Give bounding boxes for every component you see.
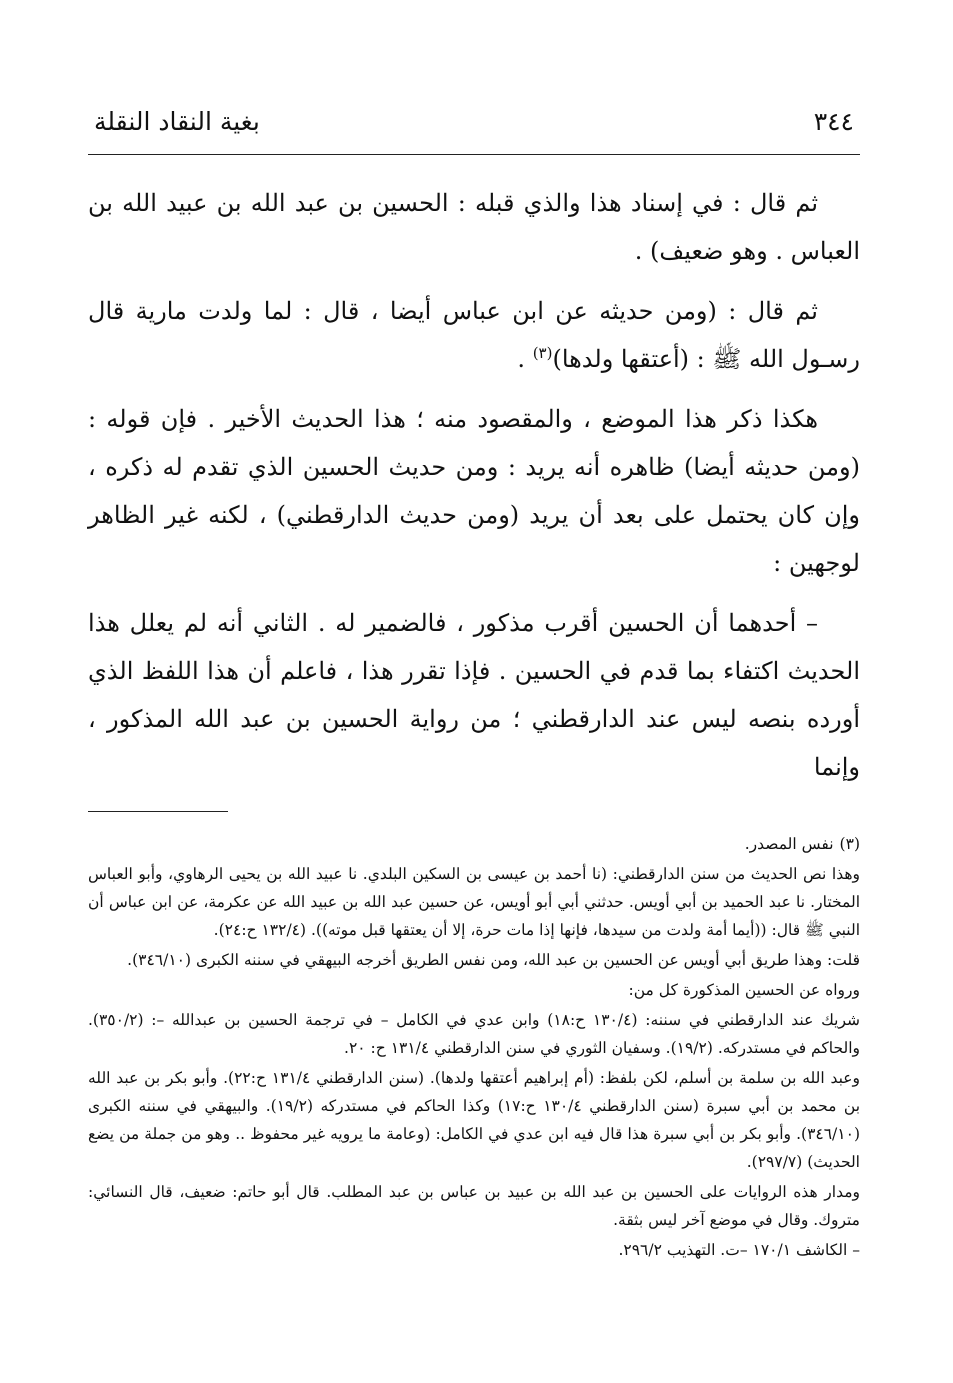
footnote-line-4: شريك عند الدارقطني في سننه: (١٣٠/٤ ح:١٨) وابن عدي في الكامل – في ترجمة الحسين بن عبدالله –: (٣٥٠/٢). والحاكم في مستدركه. (١٩/٢). وسفيان الثوري في سنن الدارقطني ١٣١/٤ ح: ٢٠. [88, 1011, 861, 1057]
paragraph-2 [88, 287, 860, 383]
paragraph-2-text: ثم قال : (ومن حديثه عن ابن عباس أيضا ، قال : لما ولدت مارية قال رسـول الله ﷺ : (أعتقها ولدها) [88, 297, 860, 373]
main-text [88, 179, 860, 791]
footnote-3-title-text: نفس المصدر. [744, 835, 834, 853]
footnote-line-1: وهذا نص الحديث من سنن الدارقطني: (نا أحمد بن عيسى بن السكين البلدي. نا عبيد الله بن يحيى الرهاوي، وأبو العباس المختار. نا عبد الحميد بن أبي أويس. حدثني أبي أبو أويس، عن حسين عبد الله بن عبيد الله عن عكرمة، عن ابن عباس أن النبي ﷺ قال: ((أيما أمة ولدت من سيدها، فإنها إذا مات حرة، إلا أن يعتقها قبل موته)). (١٣٢/٤ ح:٢٤). [88, 865, 860, 939]
footnote-line-5: وعبد الله بن سلمة بن أسلم، لكن بلفظ: (أم إبراهيم أعتقها ولدها). (سنن الدارقطني ١٣١/٤ ح:٢٢). وأبو بكر بن عبد الله بن محمد بن أبي سبرة (سنن الدارقطني ١٣٠/٤ ح:١٧) وكذا الحاكم في مستدركه (١٩/٢). والبيهقي في سننه الكبرى (٣٤٦/١٠). وأبو بكر بن أبي سبرة هذا قال فيه ابن عدي في الكامل: (وعامة ما يرويه غير محفوظ .. وهو من جملة من يضع الحديث) (٢٩٧/٧). [88, 1069, 861, 1171]
footnote-divider [88, 811, 228, 812]
paragraph-4: – أحدهما أن الحسين أقرب مذكور ، فالضمير له . الثاني أنه لم يعلل هذا الحديث اكتفاء بما قدم في الحسين . فإذا تقرر هذا ، فاعلم أن هذا اللفظ الذي أورده بنصه ليس عند الدارقطني ؛ من رواية الحسين بن عبد الله المذكور ، وإنما [88, 609, 860, 781]
footnote-line-2: قلت: وهذا طريق أبي أويس عن الحسين بن عبد الله، ومن نفس الطريق أخرجه البيهقي في سننه الكبرى (٣٤٦/١٠). [127, 951, 860, 969]
page-header [88, 104, 860, 140]
footnote-line-6: ومدار هذه الروايات على الحسين بن عبد الله بن عبيد بن عباس بن عبد المطلب. قال أبو حاتم: ضعيف، قال النسائي: متروك. وقال في موضع آخر ليس بثقة. [88, 1183, 860, 1229]
document-page [88, 104, 860, 1266]
running-title: بغية النقاد النقلة [94, 107, 260, 136]
footnote-3-title [88, 830, 860, 858]
footnote-ref-3[interactable]: (٣) [532, 344, 553, 362]
page-number: ٣٤٤ [813, 107, 854, 136]
paragraph-2-end: . [517, 345, 533, 373]
paragraph-1: ثم قال : في إسناد هذا والذي قبله : الحسين بن عبد الله بن عبيد الله بن العباس . وهو ضعيف) . [88, 189, 860, 265]
footnote-line-7: – الكاشف ١٧٠/١ –ت. التهذيب ٢٩٦/٢. [618, 1241, 860, 1259]
footnote-3-number: (٣) [839, 835, 860, 853]
footnotes [88, 830, 860, 1264]
paragraph-3: هكذا ذكر هذا الموضع ، والمقصود منه ؛ هذا الحديث الأخير . فإن قوله : (ومن حديثه أيضا) ظاهره أنه يريد : ومن حديث الحسين الذي تقدم له ذكره ، وإن كان يحتمل على بعد أن يريد (ومن حديث الدارقطني) ، لكنه غير الظاهر لوجهين : [88, 405, 861, 577]
header-divider [88, 154, 860, 155]
footnote-line-3: ورواه عن الحسين المذكورة كل من: [628, 981, 860, 999]
